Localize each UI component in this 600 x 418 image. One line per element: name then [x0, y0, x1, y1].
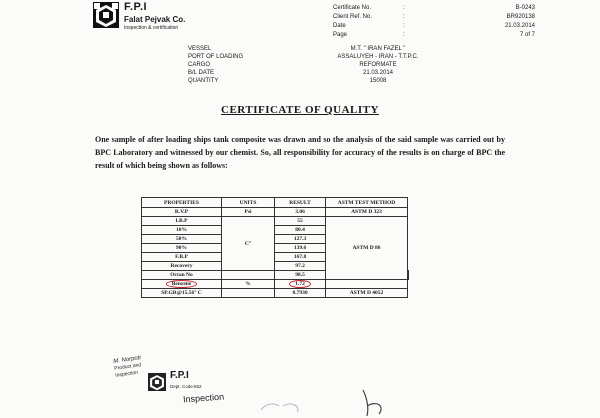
vessel-info-label: CARGO: [188, 62, 211, 68]
method-cell: ASTM D 86: [326, 217, 408, 280]
vessel-info-row: [188, 77, 468, 85]
cert-info-value: 21.03.2014: [504, 23, 535, 29]
table-header-row: [142, 198, 409, 208]
property-cell: 50%: [142, 235, 222, 244]
signer-name: M. Norpoti: [113, 355, 142, 365]
handwritten-mark-icon: [253, 388, 413, 418]
column-header: PROPERTIES: [142, 198, 222, 208]
vessel-info-label: B/L DATE: [188, 70, 215, 76]
cert-info-row: Page : 7 of 7: [333, 32, 535, 38]
vessel-info: [188, 45, 468, 85]
stamp-dept-code: Dept. Code:652: [170, 384, 202, 389]
cert-info-label: Certificate No.: [333, 5, 372, 11]
vessel-info-row: [188, 69, 468, 77]
result-cell: 0.7930: [275, 289, 326, 298]
cert-info-row: Client Ref. No. : BR920138: [333, 14, 535, 20]
fpi-logo-icon: [93, 2, 119, 28]
result-cell: 80.4: [275, 226, 326, 235]
result-cell: 127.3: [275, 235, 326, 244]
signer-title-line2: Inspection: [114, 369, 139, 379]
method-cell: [408, 271, 409, 280]
table-row-highlighted: [142, 280, 409, 289]
cert-info-label: Date: [333, 23, 346, 29]
vessel-info-label: PORT OF LOADING: [188, 54, 244, 60]
cert-info-row: Date : 21.03.2014: [333, 23, 535, 29]
cert-info-value: 7 of 7: [519, 32, 535, 38]
result-cell: 98.5: [275, 271, 326, 280]
brand-tagline: Inspection & certification: [124, 25, 179, 31]
method-cell: [326, 280, 408, 289]
unit-cell: C°: [222, 217, 275, 271]
vessel-info-row: [188, 61, 468, 69]
vessel-info-value: M.T. " IRAN FAZEL ": [350, 46, 406, 52]
vessel-info-label: VESSEL: [188, 46, 212, 52]
table-row: [142, 208, 409, 217]
table-row: [142, 289, 409, 298]
brand-name: Falat Pejvak Co.: [124, 15, 186, 24]
vessel-info-row: [188, 45, 468, 53]
result-cell: [275, 280, 326, 289]
property-cell: [142, 280, 222, 289]
cert-info-value: B-0243: [515, 5, 535, 11]
method-cell: ASTM D 4052: [326, 289, 408, 298]
column-header: RESULT: [275, 198, 326, 208]
property-cell: Octan No: [142, 271, 222, 280]
unit-cell: %: [222, 280, 275, 289]
stamp-logo-icon: [148, 373, 166, 391]
vessel-info-row: [188, 53, 468, 61]
unit-cell: Psi: [222, 208, 275, 217]
brand-short: F.P.I: [124, 1, 148, 13]
result-cell: 139.6: [275, 244, 326, 253]
properties-table: [141, 197, 409, 298]
method-cell: ASTM D 323: [326, 208, 408, 217]
benzene-result-highlight: 1.72: [289, 280, 311, 288]
signer-title-line1: Product and: [113, 362, 142, 372]
result-cell: 3.06: [275, 208, 326, 217]
vessel-info-value: 15008: [369, 78, 387, 84]
intro-paragraph: One sample of after loading ships tank composite was drawn and so the analysis of the said sample was carried out by BPC Laboratory and witnessed by our chemist. So, all responsibility for accuracy of the results is on charge of BPC the result of which being shown as follows:: [95, 135, 505, 170]
vessel-info-label: QUANTITY: [188, 78, 219, 84]
cert-info-value: BR920138: [506, 14, 535, 20]
signature-block: [113, 355, 143, 380]
benzene-highlight: Benzene: [166, 280, 198, 288]
document-title: CERTIFICATE OF QUALITY: [221, 104, 379, 116]
vessel-info-value: ASSALUYEH - IRAN - T.T.P.C.: [337, 54, 419, 60]
vessel-info-value: 21.03.2014: [362, 70, 394, 76]
table-row: [142, 217, 409, 226]
property-cell: R.V.P: [142, 208, 222, 217]
cert-info-label: Client Ref. No.: [333, 14, 373, 20]
property-cell: SP.GR@15.56° C: [142, 289, 222, 298]
cert-info-row: Certificate No. : B-0243: [333, 5, 535, 11]
property-cell: I.B.P: [142, 217, 222, 226]
property-cell: 90%: [142, 244, 222, 253]
vessel-info-value: REFORMATE: [359, 62, 397, 68]
result-cell: 167.8: [275, 253, 326, 262]
stamp-label: Inspection: [182, 391, 225, 405]
result-cell: 97.2: [275, 262, 326, 271]
property-cell: 10%: [142, 226, 222, 235]
certificate-info: [333, 4, 535, 40]
unit-cell: [222, 271, 275, 280]
cert-info-label: Page: [333, 32, 348, 38]
property-cell: F.B.P: [142, 253, 222, 262]
column-header: UNITS: [222, 198, 275, 208]
property-cell: Recovery: [142, 262, 222, 271]
stamp-brand: F.P.I: [170, 370, 189, 381]
column-header: ASTM TEST METHOD: [326, 198, 408, 208]
unit-cell: [222, 289, 275, 298]
result-cell: 55: [275, 217, 326, 226]
